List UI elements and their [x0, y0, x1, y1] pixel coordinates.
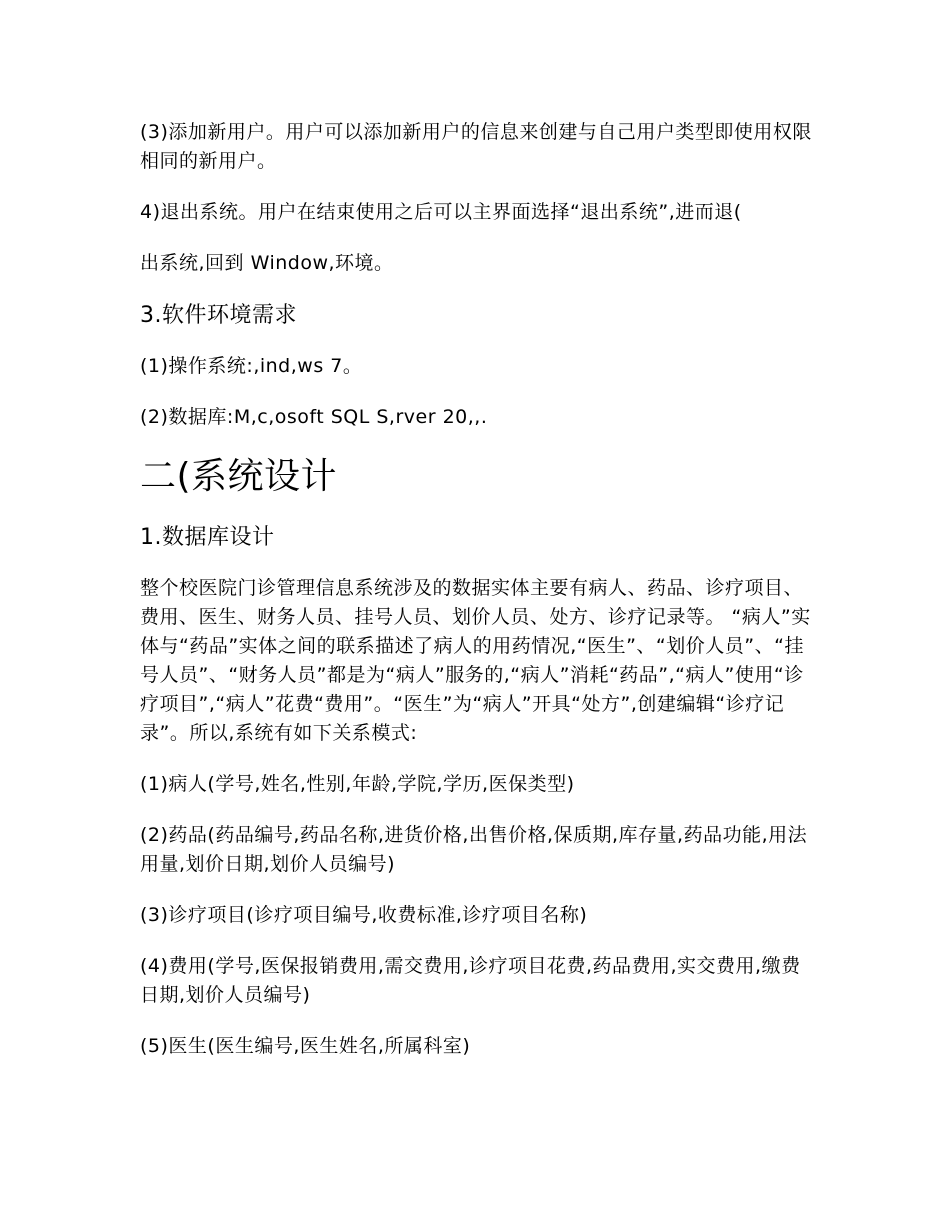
paragraph-exit-system: 4)退出系统。用户在结束使用之后可以主界面选择“退出系统”,进而退(	[140, 201, 742, 223]
relation-treatment-item: (3)诊疗项目(诊疗项目编号,收费标准,诊疗项目名称)	[140, 904, 588, 926]
relation-fee: (4)费用(学号,医保报销费用,需交费用,诊疗项目花费,药品费用,实交费用,缴费日期,划价人员编号)	[140, 955, 801, 1006]
paragraph-operating-system: (1)操作系统:,ind,ws 7。	[140, 355, 363, 377]
relation-medicine: (2)药品(药品编号,药品名称,进货价格,出售价格,保质期,库存量,药品功能,用法用量,划价日期,划价人员编号)	[140, 824, 808, 875]
heading-database-design: 1.数据库设计	[140, 525, 275, 550]
paragraph-entities-intro: 整个校医院门诊管理信息系统涉及的数据实体主要有病人、药品、诊疗项目、费用、医生、财务人员、挂号人员、划价人员、处方、诊疗记录等。 “病人”实体与“药品”实体之间的联系描述了病人的用药情况,“医生”、“划价人员”、“挂号人员”、“财务人员”都是为“病人”服务的,“病人”消耗“药品”,“病人”使用“诊疗项目”,“病人”花费“费用”。“医生”为“病人”开具“处方”,创建编辑“诊疗记录”。所以,系统有如下关系模式:	[140, 577, 811, 744]
paragraph-database: (2)数据库:M,c,osoft SQL S,rver 20,,.	[140, 406, 488, 428]
paragraph-exit-system-continued: 出系统,回到 Window,环境。	[140, 252, 394, 274]
paragraph-add-user: (3)添加新用户。用户可以添加新用户的信息来创建与自己用户类型即使用权限相同的新用户。	[140, 121, 812, 172]
heading-system-design: 二(系统设计	[140, 456, 338, 497]
heading-software-environment: 3.软件环境需求	[140, 303, 297, 328]
relation-doctor: (5)医生(医生编号,医生姓名,所属科室)	[140, 1035, 471, 1057]
relation-patient: (1)病人(学号,姓名,性别,年龄,学院,学历,医保类型)	[140, 773, 575, 795]
document-body	[140, 118, 815, 1083]
